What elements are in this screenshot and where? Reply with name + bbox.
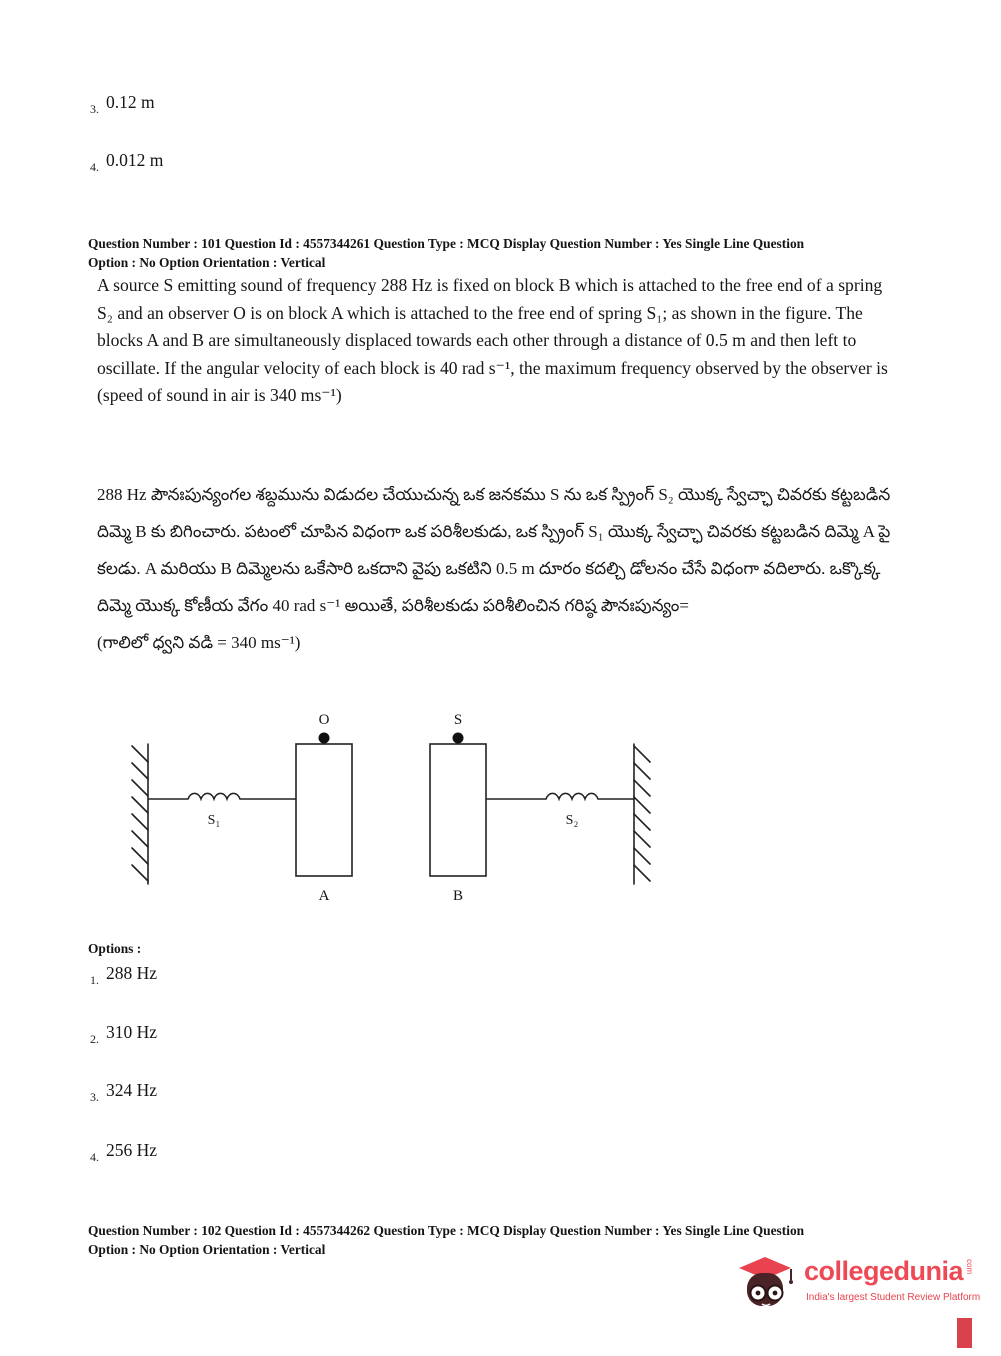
option-number: 4. — [90, 160, 99, 174]
options-label: Options : — [88, 941, 142, 956]
prev-question-option-3 — [90, 92, 155, 117]
spring-s1 — [148, 793, 296, 799]
observer-label: O — [318, 712, 330, 728]
option-value: 256 Hz — [106, 1140, 158, 1160]
spring-s1-label: S₁ — [207, 813, 221, 828]
red-corner-mark — [957, 1318, 972, 1348]
brand-suffix: com — [965, 1259, 975, 1275]
block-a — [296, 744, 352, 876]
option-number: 1. — [90, 973, 99, 987]
block-a-label: A — [318, 888, 330, 904]
observer-dot — [319, 733, 330, 744]
question-101-option-2 — [90, 1022, 157, 1047]
question-101-text-english — [97, 272, 892, 410]
option-value: 324 Hz — [106, 1080, 158, 1100]
question-101-option-4 — [90, 1140, 157, 1165]
spring-s2-label: S₂ — [565, 813, 579, 828]
question-101-option-1 — [90, 963, 157, 988]
wall-right — [634, 744, 650, 884]
block-b — [430, 744, 486, 876]
option-number: 4. — [90, 1150, 99, 1164]
collegedunia-logo — [736, 1256, 980, 1312]
option-value: 0.012 m — [106, 150, 164, 170]
prev-question-option-4 — [90, 150, 163, 175]
source-dot — [453, 733, 464, 744]
question-101-text-telugu — [97, 476, 897, 661]
question-101-telugu-note: (గాలిలో ధ్వని వడి = 340 ms⁻¹) — [97, 633, 301, 652]
question-101-header — [88, 234, 908, 272]
source-label: S — [453, 712, 463, 728]
option-number: 2. — [90, 1032, 99, 1046]
question-101-telugu-paragraph: 288 Hz పౌనఃపున్యంగల శబ్దమును విడుదల చేయుచున్న ఒక జనకము S ను ఒక స్ప్రింగ్ S₂ యొక్క స్వేచ్ఛా చివరకు కట్టబడిన దిమ్మె B కు బిగించారు. పటంలో చూపిన విధంగా ఒక పరిశీలకుడు, ఒక స్ప్రింగ్ S₁ యొక్క స్వేచ్ఛా చివరకు కట్టబడిన దిమ్మె A పై కలడు. A మరియు B దిమ్మెలను ఒకేసారి ఒకదాని వైపు ఒకటిని 0.5 m దూరం కదల్చి డోలనం చేసే విధంగా వదిలారు. ఒక్కొక్క దిమ్మె యొక్క కోణీయ వేగం 40 rad s⁻¹ అయితే, పరిశీలకుడు పరిశీలించిన గరిష్ఠ పౌనఃపున్యం= — [97, 485, 891, 615]
brand-tagline: India's largest Student Review Platform — [806, 1292, 981, 1303]
spring-s2 — [486, 793, 634, 799]
question-101-english-paragraph: A source S emitting sound of frequency 288 Hz is fixed on block B which is attached to the free end of a spring S₂ and an observer O is on block A which is attached to the free end of spring S₁; as shown in the figure. The blocks A and B are simultaneously displaced towards each other through a distance of 0.5 m and then left to oscillate. If the angular velocity of each block is 40 rad s⁻¹, the maximum frequency observed by the observer is — [97, 275, 888, 378]
wall-left — [132, 744, 148, 884]
question-102-header-line2: Option : No Option Orientation : Vertical — [88, 1242, 326, 1257]
block-b-label: B — [452, 888, 464, 904]
question-101-english-note: (speed of sound in air is 340 ms⁻¹) — [97, 385, 342, 406]
option-value: 0.12 m — [106, 92, 155, 112]
collegedunia-mascot-icon — [736, 1256, 794, 1312]
brand-name: collegedunia — [804, 1256, 964, 1286]
option-value: 310 Hz — [106, 1022, 158, 1042]
option-value: 288 Hz — [106, 963, 158, 983]
question-102-header — [88, 1221, 908, 1259]
question-101-option-3 — [90, 1080, 157, 1105]
option-number: 3. — [90, 102, 99, 116]
question-101-header-line1: Question Number : 101 Question Id : 4557344261 Question Type : MCQ Display Question Number : Yes Single Line Question — [88, 236, 805, 251]
question-102-header-line1: Question Number : 102 Question Id : 4557344262 Question Type : MCQ Display Question Number : Yes Single Line Question — [88, 1223, 805, 1238]
option-number: 3. — [90, 1090, 99, 1104]
question-101-header-line2: Option : No Option Orientation : Vertical — [88, 255, 326, 270]
question-101-figure — [128, 702, 663, 910]
